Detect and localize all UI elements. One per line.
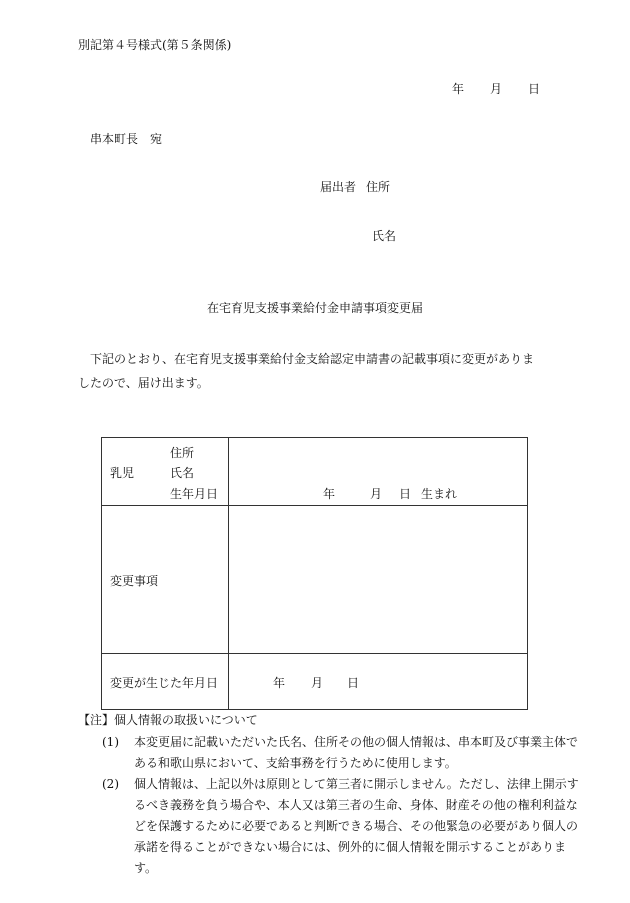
note-text: 個人情報は、上記以外は原則として第三者に開示しません。ただし、法律上開示するべき義務を負う場合や、本人又は第三者の生命、身体、財産その他の権利利益などを保護するために必要であると判断できる場合、その他緊急の必要があり個人の承諾を得ることができない場合には、例外的に個人情報を開示することがあります。	[134, 777, 579, 875]
infant-address-label: 住所	[170, 446, 195, 460]
note-item	[102, 774, 582, 879]
change-notification-table	[101, 437, 528, 710]
intro-text: 下記のとおり、在宅育児支援事業給付金支給認定申請書の記載事項に変更がありましたので、届け出ます。	[78, 352, 535, 390]
notifier-address-line	[320, 178, 390, 195]
change-date-value-cell[interactable]	[229, 654, 528, 710]
birth-day-label: 日	[399, 487, 412, 501]
change-date-label: 変更が生じた年月日	[110, 676, 219, 690]
change-items-value-cell[interactable]	[229, 506, 528, 654]
infant-birthdate-label: 生年月日	[170, 487, 219, 501]
submission-date	[452, 80, 540, 97]
change-year-label: 年	[273, 676, 286, 690]
addressee: 串本町長 宛	[90, 132, 163, 146]
change-month-label: 月	[311, 676, 324, 690]
change-items-label-cell	[102, 506, 229, 654]
infant-name-label: 氏名	[170, 466, 195, 480]
notifier-address-label: 住所	[366, 180, 391, 194]
birth-year-label: 年	[323, 487, 336, 501]
date-day-label: 日	[528, 82, 541, 96]
note-number: (2)	[102, 777, 119, 791]
change-date-label-cell	[102, 654, 229, 710]
notes-heading: 【注】個人情報の取扱いについて	[78, 713, 258, 727]
date-year-label: 年	[452, 82, 465, 96]
note-number: (1)	[102, 735, 119, 749]
change-day-label: 日	[347, 676, 360, 690]
notifier-name-label: 氏名	[372, 229, 397, 243]
infant-label-cell	[102, 438, 229, 506]
note-text: 本変更届に記載いただいた氏名、住所その他の個人情報は、串本町及び事業主体である和歌山県において、支給事務を行うために使用します。	[134, 735, 579, 770]
birth-suffix-label: 生まれ	[421, 487, 458, 501]
notifier-label: 届出者	[320, 180, 357, 194]
note-item	[102, 732, 582, 774]
form-number: 別記第４号様式(第５条関係)	[78, 38, 232, 52]
change-items-label: 変更事項	[110, 574, 159, 588]
infant-value-cell[interactable]	[229, 438, 528, 506]
date-month-label: 月	[490, 82, 503, 96]
page-title: 在宅育児支援事業給付金申請事項変更届	[206, 301, 423, 315]
infant-label: 乳児	[110, 466, 135, 480]
birth-month-label: 月	[370, 487, 383, 501]
